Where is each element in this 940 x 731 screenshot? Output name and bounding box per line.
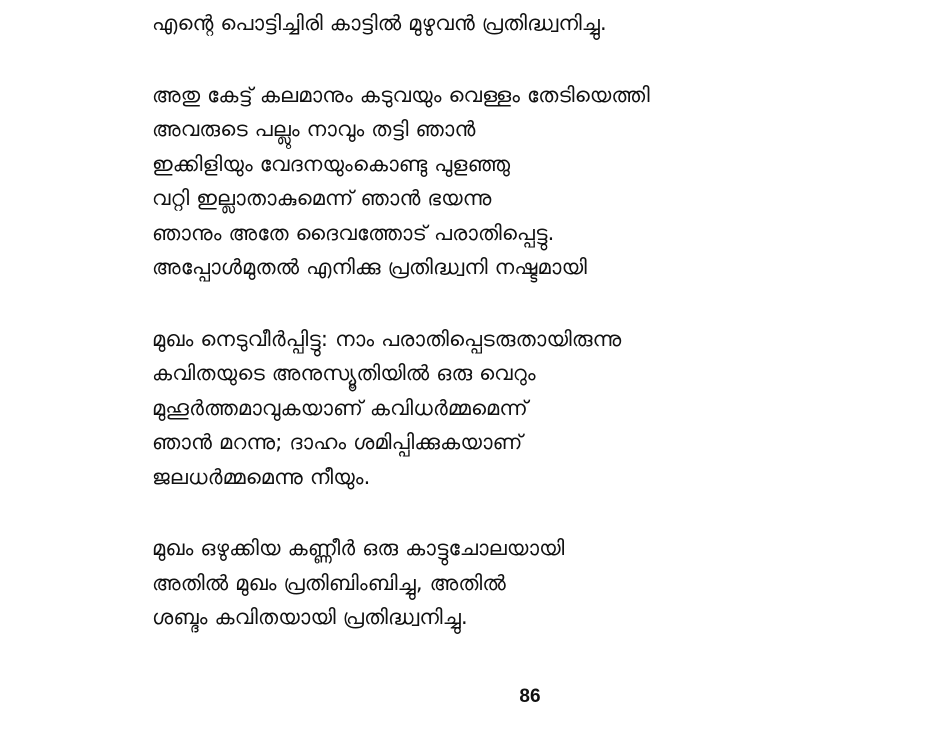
poem-line: മുഖം ഒഴുക്കിയ കണ്ണീർ ഒരു കാട്ടുചോലയായി: [152, 536, 565, 560]
page-number: 86: [519, 686, 541, 707]
poem-line: ജലധർമ്മമെന്നു നീയും.: [152, 464, 371, 489]
stanza-1: [152, 6, 892, 41]
stanza-3: [152, 322, 892, 495]
stanza-4: [152, 531, 892, 635]
poem-line: അതു കേട്ട് കലമാനും കടുവയും വെള്ളം തേടിയെത്തി: [152, 82, 650, 107]
poem-line: മുഹൂർത്തമാവുകയാണ് കവിധർമ്മമെന്ന്: [152, 395, 528, 420]
poem-line: ഞാൻ മറന്നു; ദാഹം ശമിപ്പിക്കുകയാണ്: [152, 430, 523, 454]
poem-line: കവിതയുടെ അനുസ്യൂതിയിൽ ഒരു വെറും: [152, 361, 536, 385]
poem-line: അവരുടെ പല്ലും നാവും തട്ടി ഞാൻ: [152, 117, 476, 141]
poem-line: അപ്പോൾമുതൽ എനിക്കു പ്രതിദ്ധ്വനി നഷ്ടമായി: [152, 255, 587, 279]
stanza-2: [152, 78, 892, 285]
poem-line: വറ്റി ഇല്ലാതാകുമെന്ന് ഞാൻ ഭയന്നു: [152, 186, 492, 210]
poem-line: ഞാനും അതേ ദൈവത്തോട് പരാതിപ്പെട്ടു.: [152, 220, 555, 245]
poem-line: മുഖം നെടുവീർപ്പിട്ടു: നാം പരാതിപ്പെടരുതായിരുന്നു: [152, 326, 622, 351]
poem-line: ഇക്കിളിയും വേദനയുംകൊണ്ടു പുളഞ്ഞു: [152, 151, 511, 176]
poem-text: [152, 6, 892, 672]
poem-line: എന്റെ പൊട്ടിച്ചിരി കാട്ടിൽ മുഴുവൻ പ്രതിദ്ധ്വനിച്ചു.: [152, 11, 607, 35]
poem-line: അതിൽ മുഖം പ്രതിബിംബിച്ചു, അതിൽ: [152, 570, 506, 595]
poem-line: ശബ്ദം കവിതയായി പ്രതിദ്ധ്വനിച്ചു.: [152, 605, 468, 629]
